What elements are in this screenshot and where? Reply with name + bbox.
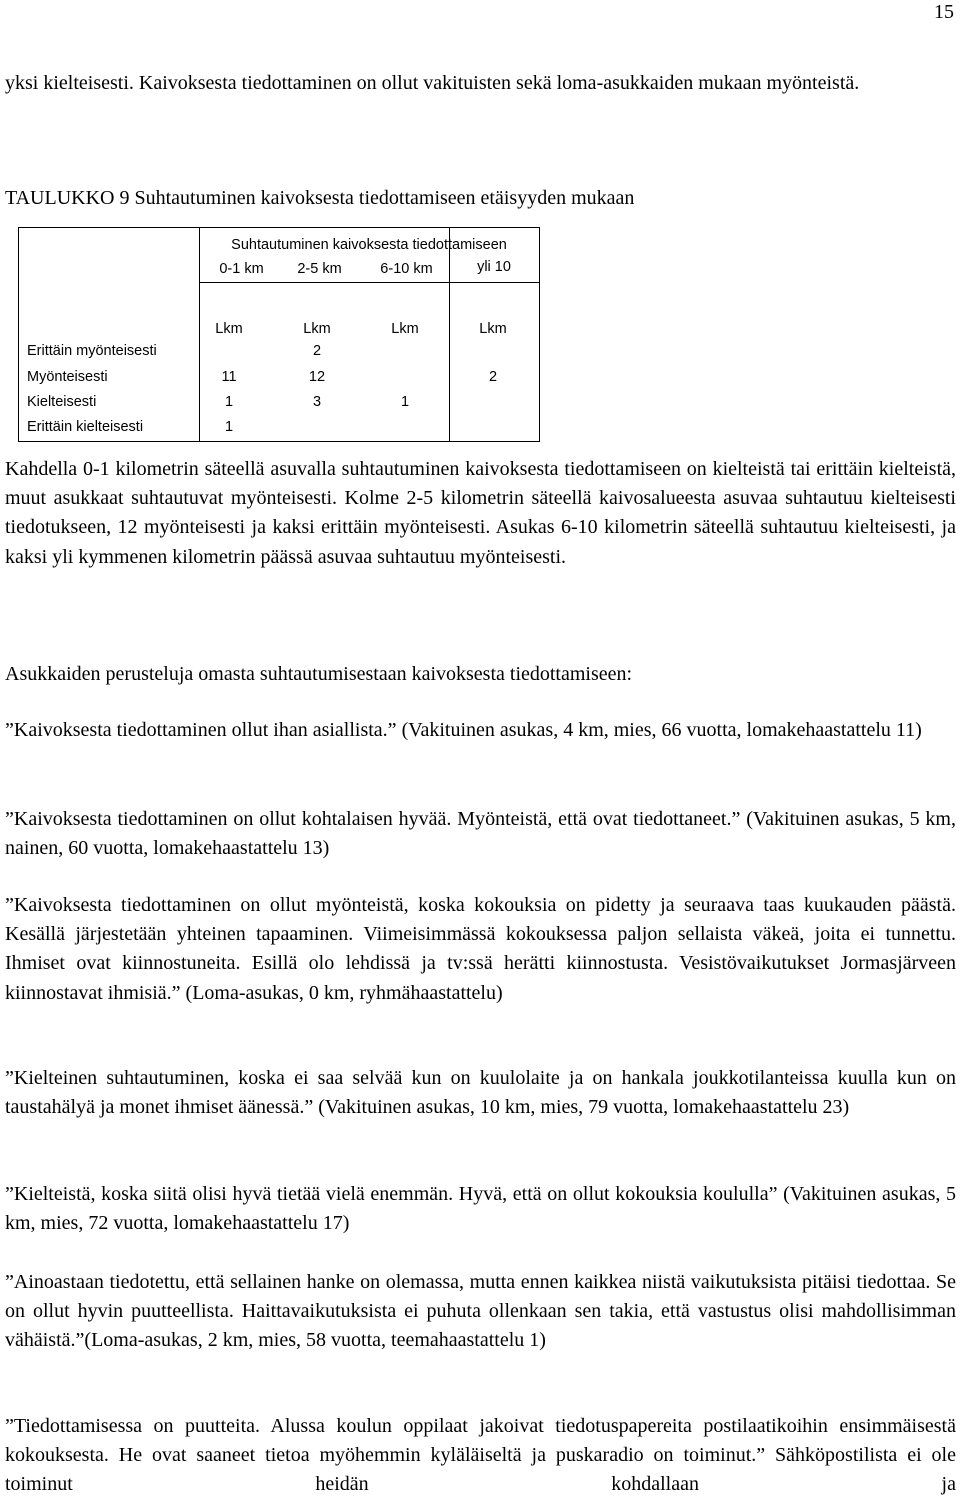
table-cell: 3 (312, 394, 322, 410)
quote-paragraph: ”Kaivoksesta tiedottaminen ollut ihan asiallista.” (Vakituinen asukas, 4 km, mies, 66 vuotta, lomakehaastattelu 11) (5, 719, 922, 741)
attitude-table (18, 227, 540, 442)
unit-header: Lkm (391, 321, 419, 337)
row-label: Kielteisesti (27, 394, 97, 410)
quote-paragraph: ”Ainoastaan tiedotettu, että sellainen hanke on olemassa, mutta ennen kaikkea niistä vaikutuksista pitäisi tiedottaa. Se on ollut hyvin puutteellista. Haittavaikutuksista ei puhuta ollenkaan sen takia, että vastustus olisi mahdollisimman vähäistä.”(Loma-asukas, 2 km, mies, 58 vuotta, teemahaastattelu 1) (5, 1271, 956, 1352)
row-label: Erittäin kielteisesti (27, 419, 144, 435)
section-heading: Asukkaiden perusteluja omasta suhtautumisestaan kaivoksesta tiedottamiseen: (5, 663, 633, 685)
quote-paragraph: ”Kielteistä, koska siitä olisi hyvä tietää vielä enemmän. Hyvä, että on ollut kokouksia koululla” (Vakituinen asukas, 5 km, mies, 72 vuotta, lomakehaastattelu 17) (5, 1183, 956, 1235)
quote-paragraph: ”Kaivoksesta tiedottaminen on ollut myönteistä, koska kokouksia on pidetty ja seuraava taas kuukauden päästä. Kesällä järjestetään yhteinen tapaaminen. Viimeisimmässä kokouksessa paljon sellaista väkeä, joita ei tunnettu. Ihmiset ovat kiinnostuneita. Esillä olo lehdissä ja tv:ssä herätti kiinnostusta. Vesistövaikutukset Jormasjärveen kiinnostavat ihmisiä.” (Loma-asukas, 0 km, ryhmähaastattelu) (5, 894, 956, 1004)
table-cell: 1 (400, 394, 410, 410)
intro-paragraph: yksi kielteisesti. Kaivoksesta tiedottaminen on ollut vakituisten sekä loma-asukkaiden mukaan myönteistä. (5, 72, 860, 94)
row-label: Myönteisesti (27, 369, 108, 385)
unit-header: Lkm (479, 321, 507, 337)
page-number: 15 (934, 1, 954, 23)
quote-paragraph: ”Kielteinen suhtautuminen, koska ei saa selvää kun on kuulolaite ja on hankala joukkotilanteissa kuulla kun on taustahälyä ja monet ihmiset äänessä.” (Vakituinen asukas, 10 km, mies, 79 vuotta, lomakehaastattelu 23) (5, 1067, 956, 1119)
table-cell: 12 (308, 369, 326, 385)
column-header: 2-5 km (297, 261, 342, 277)
quote-paragraph: ”Kaivoksesta tiedottaminen on ollut kohtalaisen hyvää. Myönteistä, että ovat tiedottaneet.” (Vakituinen asukas, 5 km, nainen, 60 vuotta, lomakehaastattelu 13) (5, 808, 956, 860)
table-cell: 1 (224, 394, 234, 410)
summary-paragraph: Kahdella 0-1 kilometrin säteellä asuvalla suhtautuminen kaivoksesta tiedottamiseen on kielteistä tai erittäin kielteistä, muut asukkaat suhtautuvat myönteisesti. Kolme 2-5 kilometrin säteellä kaivosalueesta asuvaa suhtautuu kielteisesti tiedotukseen, 12 myönteisesti ja kaksi erittäin myönteisesti. Asukas 6-10 kilometrin säteellä suhtautuu kielteisesti, ja kaksi yli kymmenen kilometrin päässä asuvaa suhtautuu myönteisesti. (5, 458, 956, 568)
unit-header: Lkm (215, 321, 243, 337)
table-group-header: Suhtautuminen kaivoksesta tiedottamiseen (231, 237, 507, 253)
quote-paragraph: ”Tiedottamisessa on puutteita. Alussa koulun oppilaat jakoivat tiedotuspapereita postilaatikoihin ensimmäisestä kokouksesta. He ovat saaneet tietoa myöhemmin kyläläiseltä ja puskaradio on toiminut.” Sähköpostilista ei ole toiminut heidän kohdallaan ja (5, 1415, 956, 1496)
column-header: 0-1 km (219, 261, 264, 277)
table-caption: TAULUKKO 9 Suhtautuminen kaivoksesta tiedottamiseen etäisyyden mukaan (5, 187, 635, 209)
table-cell: 2 (488, 369, 498, 385)
column-header: 6-10 km (380, 261, 433, 277)
table-cell: 2 (312, 343, 322, 359)
table-cell: 11 (221, 369, 237, 385)
row-label: Erittäin myönteisesti (27, 343, 157, 359)
table-cell: 1 (224, 419, 234, 435)
unit-header: Lkm (303, 321, 331, 337)
column-header: yli 10 (477, 259, 511, 275)
